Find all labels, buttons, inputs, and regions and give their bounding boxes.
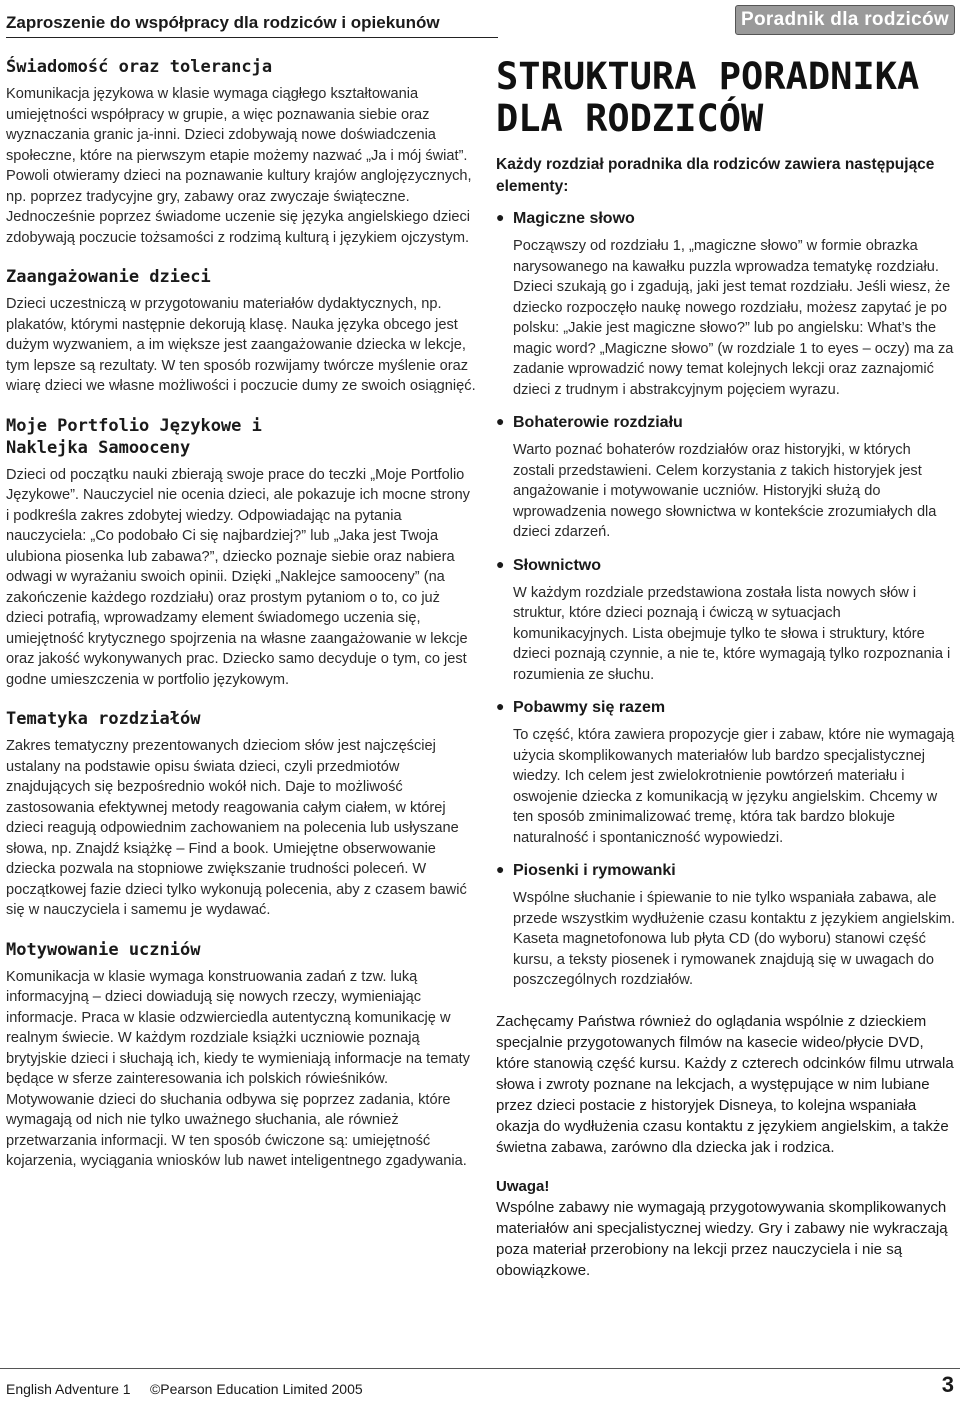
bullet-icon: ●	[496, 555, 505, 572]
footer-divider	[0, 1368, 960, 1369]
page-number: 3	[941, 1372, 954, 1397]
bullet-icon: ●	[496, 209, 505, 225]
list-item	[496, 208, 956, 400]
footer-text: English Adventure 1 ©Pearson Education Limited 2005	[6, 1381, 363, 1397]
bullet-title: Pobawmy się razem	[513, 699, 666, 716]
section-title: Tematyka rozdziałów	[6, 709, 201, 729]
bullet-icon: ●	[496, 861, 505, 877]
bullet-title: Bohaterowie rozdziału	[513, 414, 683, 431]
list-item	[496, 412, 956, 543]
bullet-title: Słownictwo	[513, 556, 601, 574]
bullet-text: Począwszy od rozdziału 1, „magiczne słowo” w formie obrazka narysowanego na kawałku puzzla wprowadza tematykę rozdziału. Dzieci szukają go i zgadują, jaki jest temat rozdziału. Jeśli wiesz, że dziecko rozpoczęło naukę nowego rozdziału, możesz zapytać je po polsku: „Jakie jest magiczne słowo?” lub po angielsku: What’s the magic word? „Magiczne słowo” (w rozdziale 1 to eyes – oczy) ma za zadanie wprowadzić nowy temat kolejnych lekcji oraz zaznajomić dzieci z trudnym i abstrakcyjnym pojęciem wyrazu.	[513, 238, 954, 398]
note-text: Wspólne zabawy nie wymagają przygotowywania skomplikowanych materiałów ani specjalistycznej wiedzy. Gry i zabawy nie wykraczają poza materiał przerobiony na lekcji przez nauczyciela i nie są obowiązkowe.	[496, 1198, 948, 1279]
section-badge: Poradnik dla rodziców	[735, 5, 955, 35]
left-column	[6, 56, 476, 1184]
section-title: Zaangażowanie dzieci	[6, 267, 211, 287]
note-title: Uwaga!	[496, 1177, 550, 1195]
bullet-text: W każdym rozdziale przedstawiona została lista nowych słów i struktur, które dzieci poznają i ćwiczą w sytuacjach komunikacyjnych. Lista obejmuje tylko te słowa i struktury, które dzieci poznają czynnie, a nie te, które wymagają tylko rozpoznania i rozumienia ze słuchu.	[513, 584, 951, 683]
bullet-title: Piosenki i rymowanki	[513, 862, 676, 879]
page-header-title: Zaproszenie do współpracy dla rodziców i opiekunów	[6, 13, 498, 38]
bullet-text: Wspólne słuchanie i śpiewanie to nie tylko wspaniała zabawa, ale przede wszystkim wydłużenie czasu kontaktu z językiem angielskim. Kaseta magnetofonowa lub płyta CD (do wyboru) stanowi część kursu, a teksty piosenek i rymowanek znajdują się w uwagach do poszczególnych rozdziałów.	[513, 890, 956, 988]
list-item	[496, 860, 956, 991]
bullet-icon: ●	[496, 413, 505, 429]
section-text: Zakres tematyczny prezentowanych dzieciom słów jest najczęściej ustalany na podstawie opisu świata dzieci, czyli przedmiotów znajdujących się bezpośrednio wokół nich. Daje to możliwość zastosowania efektywnej metody reagowania całym ciałem, w której dzieci reagują odpowiednim zachowaniem na polecenia lub usłyszane słowa, np. Znajdź książkę – Find a book. Umiejętne obserwowanie dziecka pozwala na stopniowe zwiększanie trudności poleceń. W początkowej fazie dzieci tylko wykonują polecenia, aby z czasem bawić się w nauczyciela i samemu je wydawać.	[6, 738, 467, 918]
list-item	[496, 697, 956, 848]
list-item	[496, 555, 956, 686]
section-text: Komunikacja językowa w klasie wymaga ciągłego kształtowania umiejętności współpracy w grupie, a więc poznawania siebie oraz wyznaczania granic ja-inni. Dzieci zdobywają nowe doświadczenia społeczne, które na pierwszym etapie możemy nazwać „Ja i mój świat”. Powoli otwieramy dzieci na poznawanie kultury krajów anglojęzycznych, np. poprzez tradycyjne gry, zabawy oraz zwyczaje świąteczne. Jednocześnie poprzez świadome uczenie się języka angielskiego dzieci zdobywają poczucie tożsamości z rodzimą kulturą i językiem ojczystym.	[6, 86, 472, 246]
section-title: Moje Portfolio Językowe i Naklejka Samooceny	[6, 415, 262, 458]
intro-text: Każdy rozdział poradnika dla rodziców zawiera następujące elementy:	[496, 156, 935, 195]
section-text: Dzieci uczestniczą w przygotowaniu materiałów dydaktycznych, np. plakatów, którymi następnie dekorują klasę. Nauka języka obcego jest dużym wyzwaniem, a im większe jest zaangażowanie dziecka w lekcje, tym lepsze są rezultaty. W ten sposób rozwijamy twórcze myślenie oraz wiarę dzieci we własne możliwości i poczucie dumy ze swoich osiągnięć.	[6, 296, 476, 394]
bullet-title: Magiczne słowo	[513, 210, 635, 227]
page-title: STRUKTURA PORADNIKA DLA RODZICÓW	[496, 55, 920, 140]
bullet-icon: ●	[496, 698, 505, 714]
bullet-text: To część, która zawiera propozycje gier i zabaw, które nie wymagają użycia skomplikowanych materiałów lub bardzo specjalistycznej wiedzy. Ich celem jest zwielokrotnienie powtórzeń materiału i oswojenie dziecka z komunikacją w języku angielskim. Chcemy w ten sposób zminimalizować tremę, która tak bardzo blokuje naturalność i spontaniczność wypowiedzi.	[513, 727, 955, 846]
section-text: Komunikacja w klasie wymaga konstruowania zadań z tzw. luką informacyjną – dzieci dowiadują się nowych rzeczy, wymieniając informacje. Praca w klasie odzwierciedla autentyczną komunikację w realnym świecie. W każdym rozdziale książki uczniowie poznają brytyjskie dzieci i słuchają ich, kiedy te wymieniają informacje na tematy będące w sferze zainteresowania ich polskich rówieśników. Motywowanie dzieci do słuchania odbywa się poprzez zadania, które wymagają od nich nie tylko uważnego słuchania, ale również przetwarzania informacji. W ten sposób ćwiczone są: umiejętność kojarzenia, wyciągania wniosków lub nawet inteligentnego zgadywania.	[6, 968, 470, 1169]
right-column	[496, 56, 956, 1281]
closing-paragraph: Zachęcamy Państwa również do oglądania wspólnie z dzieckiem specjalnie przygotowanych filmów na kasecie wideo/płycie DVD, które stanowią część kursu. Każdy z czterech odcinków filmu utrwala słowa i zwroty poznane na lekcjach, a występujące w nim lubiane przez dzieci postacie z historyjek Disneya, to kolejna wspaniała okazja do wydłużenia czasu kontaktu z językiem angielskim, a także świetna zabawa, zarówno dla dziecka jak i rodzica.	[496, 1012, 954, 1156]
section-title: Świadomość oraz tolerancja	[6, 57, 273, 77]
section-title: Motywowanie uczniów	[6, 939, 201, 960]
bullet-text: Warto poznać bohaterów rozdziałów oraz historyjki, w których zostali przedstawieni. Celem korzystania z takich historyjek jest angażowanie i motywowanie uczniów. Historyjki służą do wprowadzenia nowego słownictwa w kontekście zrozumiałych dla dzieci zdarzeń.	[513, 442, 937, 540]
section-text: Dzieci od początku nauki zbierają swoje prace do teczki „Moje Portfolio Językowe”. Nauczyciel nie ocenia dzieci, ale pokazuje ich mocne strony i podkreśla zakres zdobytej wiedzy. Odpowiadając na pytania nauczyciela: „Co podobało Ci się najbardziej?” lub „Jaka jest Twoja ulubiona piosenka lub zabawa?”, dziecko poznaje siebie oraz nabiera odwagi w wyrażaniu swoich opinii. Dzięki „Naklejce samooceny” (na zakończenie każdego rozdziału) oraz prostym pytaniom o to, co już dzieci potrafią, wprowadzamy element świadomego uczenia się, umiejętność krytycznego spojrzenia na własne zaangażowanie w lekcje oraz jakość wykonywanych prac. Dziecko samo decyduje o tym, co jest godne umieszczenia w portfolio językowym.	[6, 466, 470, 688]
